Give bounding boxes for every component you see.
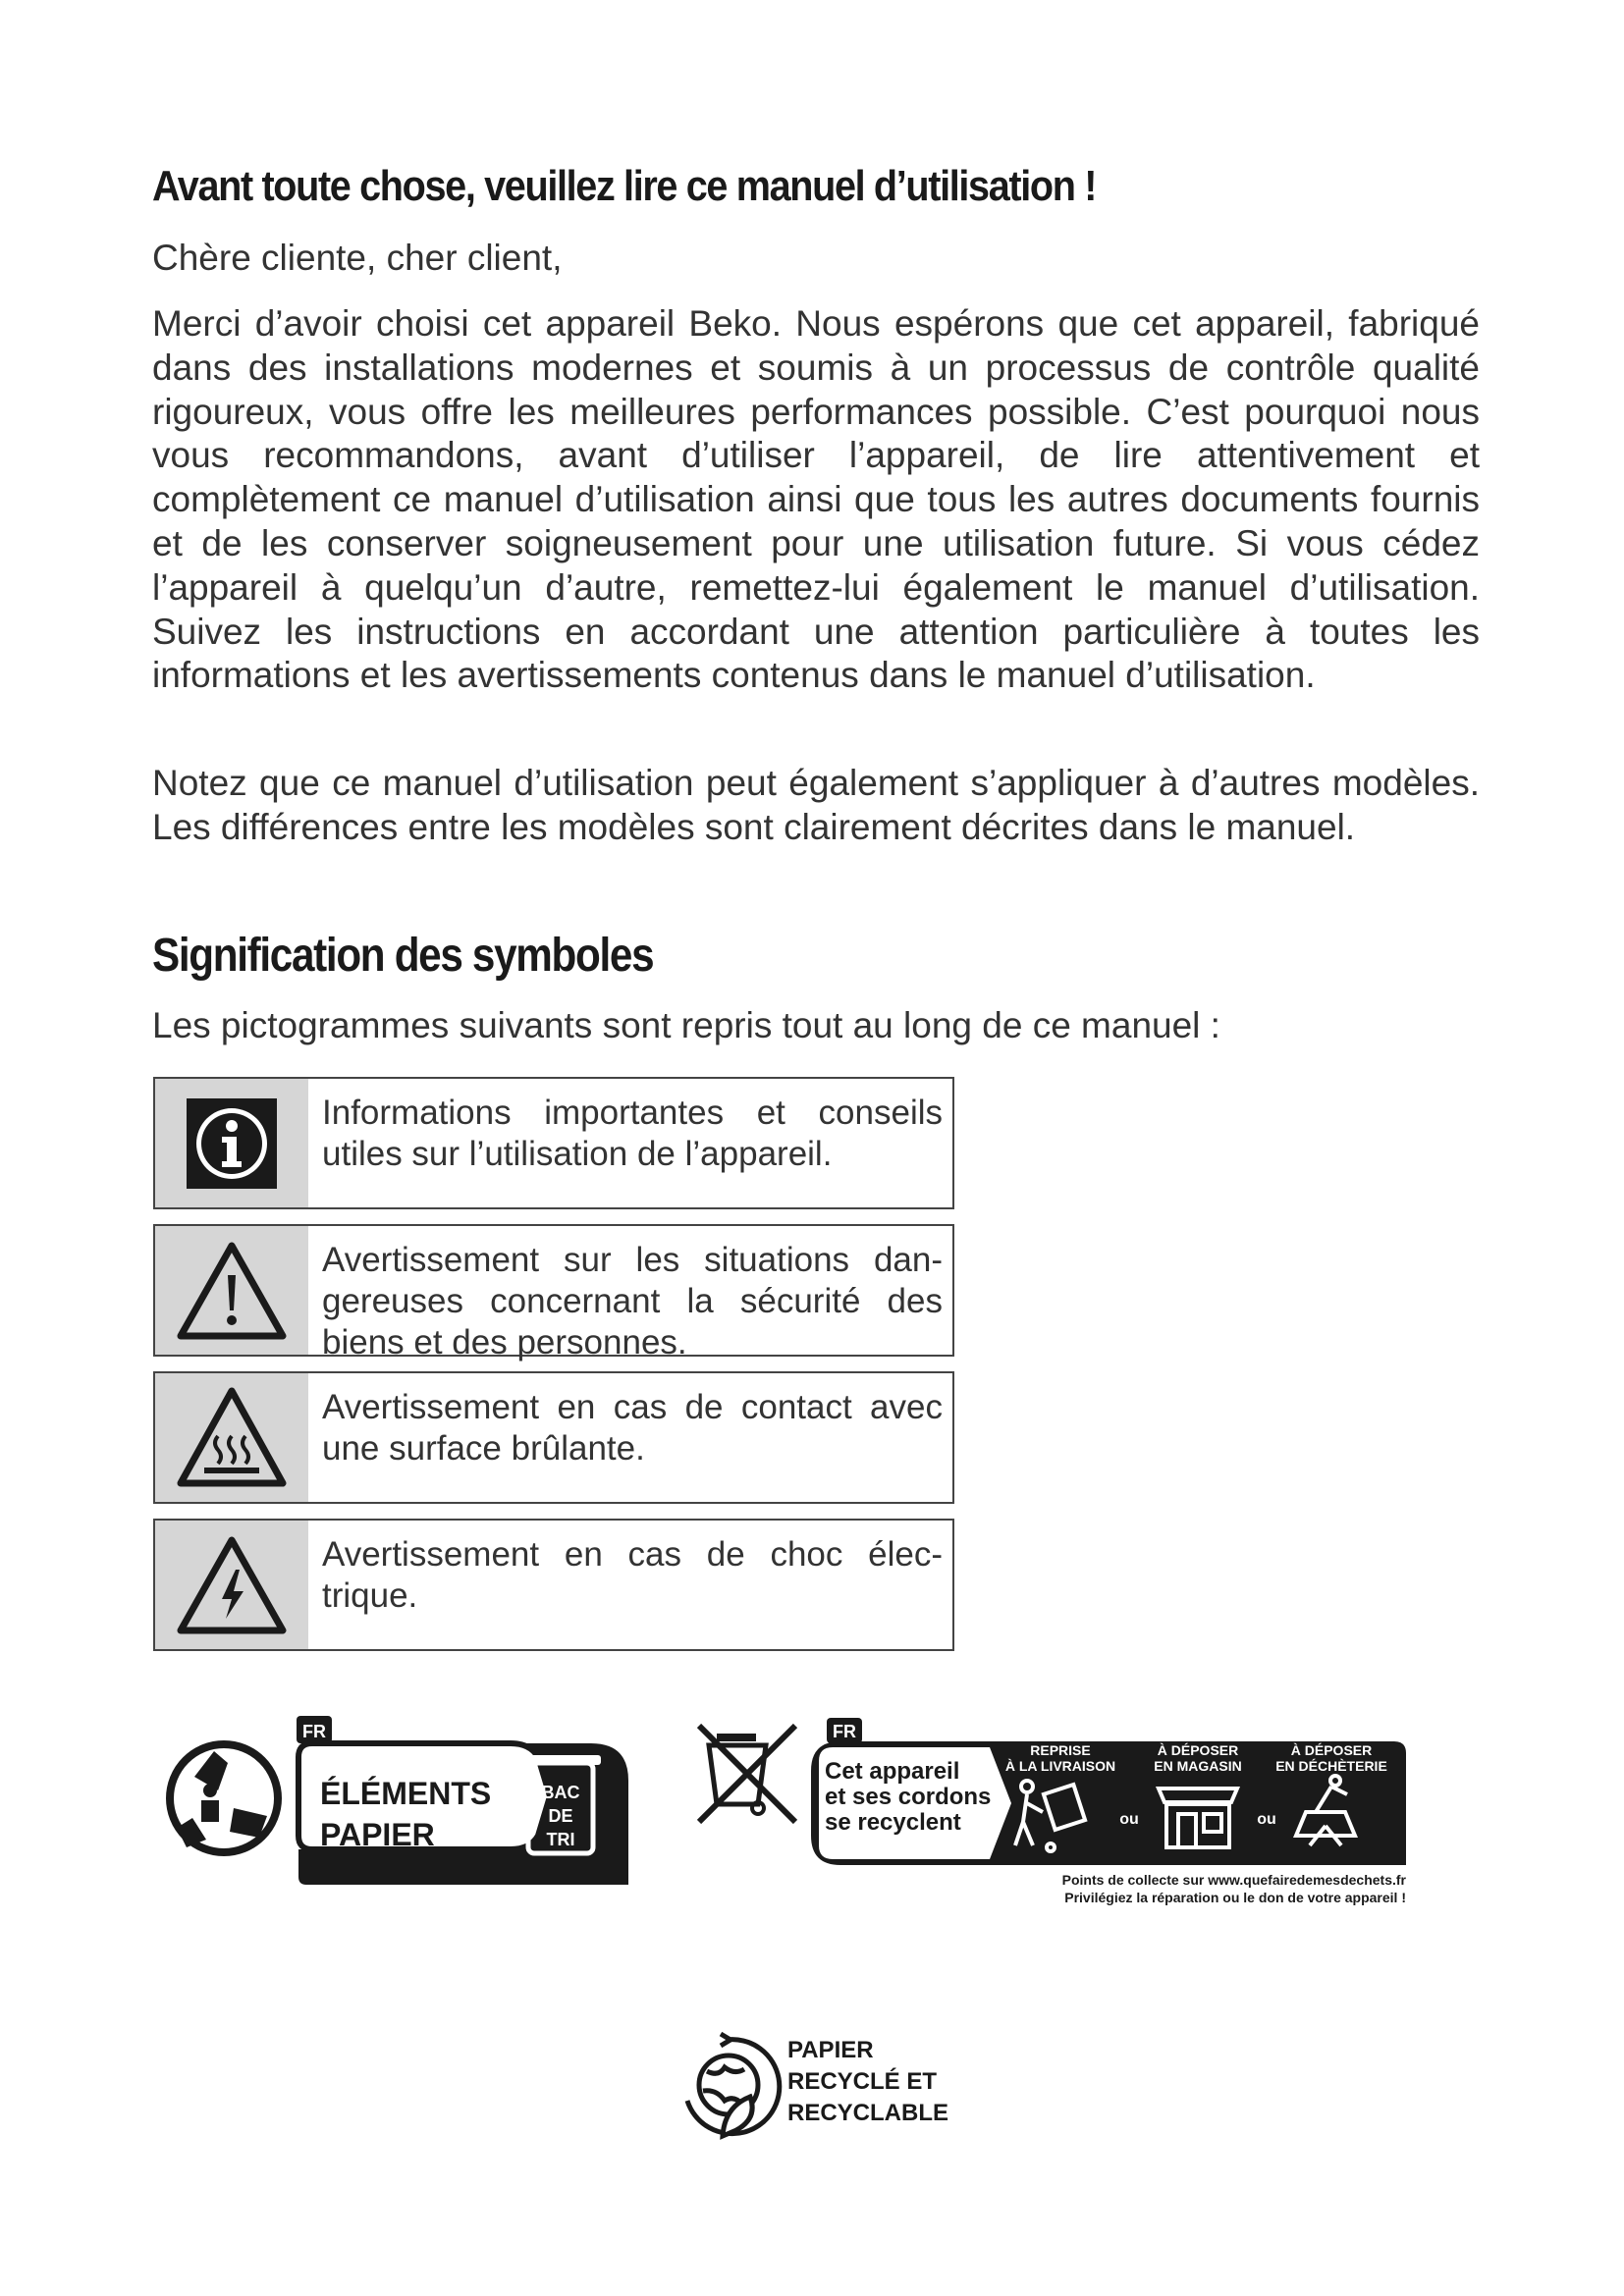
or-separator: ou bbox=[1119, 1811, 1139, 1828]
option1-line1: REPRISE bbox=[1030, 1742, 1091, 1758]
recycled-paper-icon bbox=[687, 2034, 780, 2136]
intro-paragraph: Merci d’avoir choisi cet appareil Beko. Nous espérons que cet appareil, fabriqué dans des installations modernes et soumis à un processus de contrôle qualité rigoureux, vous offre les meilleures performances possible. C’est pourquoi nous vous recommandons, avant d’utiliser l’appareil, de lire attentivement et complètement ce manuel d’utilisation ainsi que tous les autres documents fournis et de les conserver soigneusement pour une utilisation future. Si vous cédez l’appareil à quelqu’un d’autre, remettez-lui également le manuel d’utilisation. Suivez les instructions en accordant une attention particulière à toutes les informations et les avertissements contenus dans le manuel d’utilisation. bbox=[152, 303, 1480, 696]
country-code: FR bbox=[833, 1722, 856, 1741]
bin-label-line3: TRI bbox=[546, 1830, 575, 1849]
symbol-description: Avertissement en cas de choc électrique. bbox=[322, 1535, 943, 1615]
option2-line2: EN MAGASIN bbox=[1154, 1758, 1242, 1774]
option3-line2: EN DÉCHÈTERIE bbox=[1275, 1758, 1387, 1774]
bin-label-line1: BAC bbox=[541, 1783, 580, 1802]
weee-text-line2: et ses cordons bbox=[825, 1784, 992, 1810]
weee-text-line1: Cet appareil bbox=[825, 1758, 960, 1785]
symbols-intro: Les pictogrammes suivants sont repris tout au long de ce manuel : bbox=[152, 1005, 1220, 1045]
collection-points-text: Points de collecte sur www.quefairedemesdechets.fr bbox=[1061, 1872, 1406, 1888]
symbol-description: Informations importantes et conseils utiles sur l’utilisation de l’appareil. bbox=[322, 1094, 943, 1173]
paper-label-line1: ÉLÉMENTS bbox=[320, 1776, 492, 1811]
triman-icon bbox=[170, 1744, 278, 1852]
symbol-description: Avertissement en cas de contact avec une surface brûlante. bbox=[322, 1388, 943, 1468]
weee-text-line3: se recyclent bbox=[825, 1809, 961, 1836]
recycled-paper-line3: RECYCLABLE bbox=[787, 2100, 949, 2126]
option2-line1: À DÉPOSER bbox=[1157, 1742, 1239, 1758]
page-title: Avant toute chose, veuillez lire ce manuel d’utilisation ! bbox=[152, 162, 1097, 210]
models-note-paragraph: Notez que ce manuel d’utilisation peut également s’appliquer à d’autres modèles. Les différences entre les modèles sont clairement décrites dans le manuel. bbox=[152, 763, 1480, 847]
repair-donation-text: Privilégiez la réparation ou le don de votre appareil ! bbox=[1064, 1890, 1406, 1905]
sorting-label-weee bbox=[811, 1718, 1407, 1905]
recycled-paper-line2: RECYCLÉ ET bbox=[787, 2068, 938, 2095]
option3-line1: À DÉPOSER bbox=[1290, 1742, 1373, 1758]
option1-line2: À LA LIVRAISON bbox=[1004, 1758, 1116, 1774]
bin-label-line2: DE bbox=[548, 1806, 573, 1826]
or-separator: ou bbox=[1257, 1811, 1276, 1828]
symbols-heading: Signification des symboles bbox=[152, 930, 654, 982]
symbol-description: Avertissement sur les situations dangereuses concernant la sécurité des biens et des personnes. bbox=[322, 1241, 943, 1362]
crossed-bin-icon bbox=[699, 1726, 795, 1822]
recycled-paper-line1: PAPIER bbox=[787, 2037, 874, 2063]
paper-label-line2: PAPIER bbox=[320, 1817, 435, 1852]
country-code: FR bbox=[302, 1722, 326, 1741]
greeting: Chère cliente, cher client, bbox=[152, 238, 563, 278]
sorting-label-paper bbox=[297, 1716, 628, 1885]
